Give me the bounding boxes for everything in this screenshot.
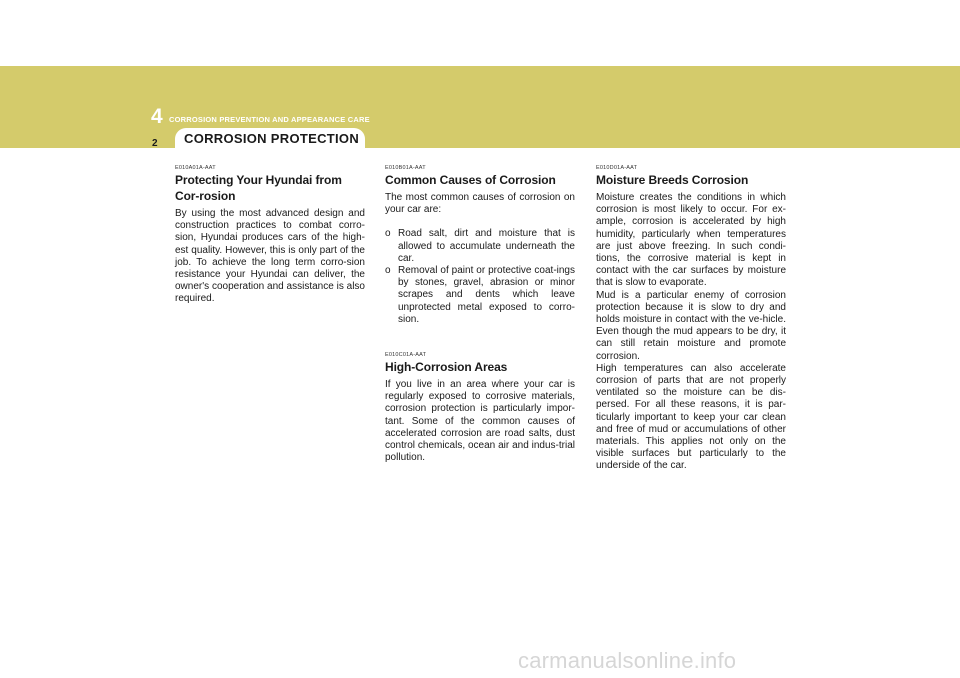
column-causes [385,165,575,464]
chapter-number: 4 [151,105,163,128]
column-protecting [175,165,365,306]
page-number: 2 [152,138,158,149]
section-heading: Protecting Your Hyundai from Cor-rosion [175,173,342,203]
watermark: carmanualsonline.info [518,648,737,673]
list-item-text: Road salt, dirt and moisture that is allowed to accumulate underneath the car. [398,228,575,264]
paragraph: Mud is a particular enemy of corrosion protection because it is slow to dry and holds moisture in contact with the ve-hicle. Even though the mud appears to be dry, it can still retain moisture and promote corrosion. [596,289,786,362]
section-title: CORROSION PROTECTION [184,131,360,146]
bullet-mark: o [385,228,391,240]
section-intro: The most common causes of corrosion on your car are: [385,192,575,216]
section-code: E010D01A-AAT [596,165,638,171]
section-body: If you live in an area where your car is regularly exposed to corrosive materials, corrosion protection is particularly impor-tant. Some of the common causes of accelerated corrosion are road salts, dust control chemicals, ocean air and indus-trial pollution. [385,379,575,464]
chapter-title: CORROSION PREVENTION AND APPEARANCE CARE [169,115,370,124]
section-heading: Moisture Breeds Corrosion [596,173,749,187]
list-item [385,228,575,265]
list-item-text: Removal of paint or protective coat-ings by stones, gravel, abrasion or minor scrapes and dents which leave unprotected metal exposed to corro-sion. [398,265,575,325]
section-heading: High-Corrosion Areas [385,360,508,375]
section-code: E010C01A-AAT [385,352,427,359]
list-item [385,265,575,326]
section-heading: Common Causes of Corrosion [385,173,556,187]
section-code: E010A01A-AAT [175,165,216,171]
section-body: By using the most advanced design and construction practices to combat corro-sion, Hyundai produces cars of the high-est quality. However, this is only part of the job. To achieve the long term corro-sion resistance your Hyundai can deliver, the owner's cooperation and assistance is also required. [175,208,365,305]
paragraph: Moisture creates the conditions in which corrosion is most likely to occur. For ex-ample, corrosion is accelerated by high humidity, particularly when temperatures are just above freezing. In such condi-tions, the corrosive material is kept in contact with the car surfaces by moisture that is slow to evaporate. [596,192,786,289]
header-band [0,66,960,148]
section-code: E010B01A-AAT [385,165,426,171]
bullet-mark: o [385,265,391,277]
column-moisture [596,165,786,473]
paragraph: High temperatures can also accelerate corrosion of parts that are not properly ventilated so the moisture can be dis-persed. For all these reasons, it is par-ticularly important to keep your car clean and free of mud or accumulations of other materials. This applies not only on the visible surfaces but particularly to the underside of the car. [596,362,786,472]
